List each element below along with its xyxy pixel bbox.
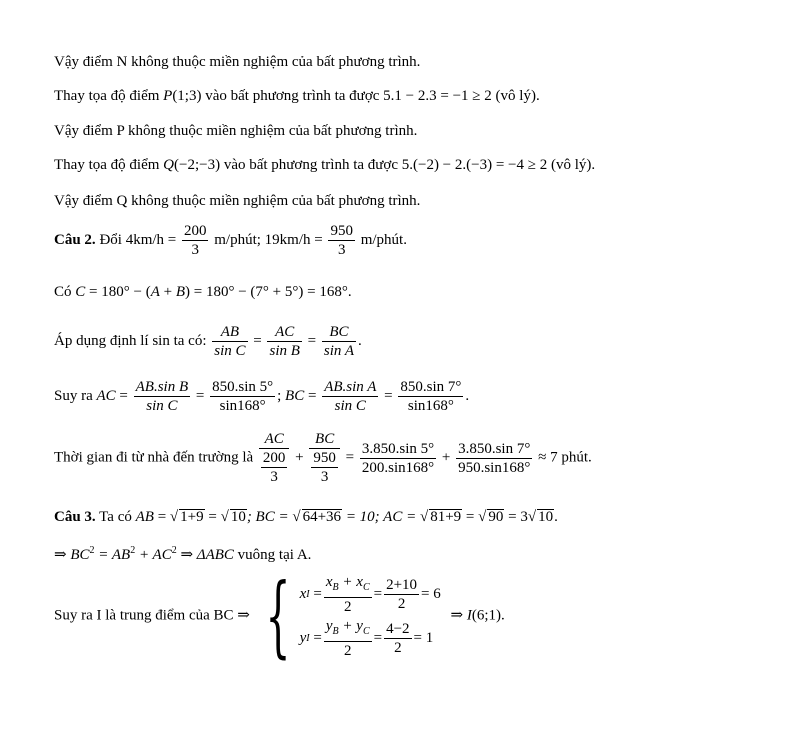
x-coordinate-row: x I = $\frac{x_B + x_C}{2}$ = $\frac{2+10}{2}$ = 6 bbox=[299, 573, 441, 615]
paragraph-n-conclusion: Vậy điểm N không thuộc miền nghiệm của bất phương trình. bbox=[54, 54, 421, 70]
right-triangle-conclusion: ⇒ $BC^2 = AB^2 + AC^2$ ⇒ ΔABC vuông tại A. bbox=[54, 545, 312, 563]
midpoint-system: Suy ra I là trung điểm của BC ⇒ { x I = $\frac{x_B + x_C}{2}$ = $\frac{2+10}{2}$ = 6 y I = $\frac{y_B + y_C}{2}$ = $\frac{4-2}{2}$ = 1 ⇒ I(6;1). bbox=[54, 564, 505, 667]
left-brace: { bbox=[265, 564, 291, 667]
y-coordinate-row: y I = $\frac{y_B + y_C}{2}$ = $\frac{4-2}{2}$ = 1 bbox=[299, 617, 434, 659]
side-lengths-equation: Suy ra AC = $\frac{\text{AB.sin B}}{\text{sin C}}$ = $\frac{850.\sin 5^\circ}{\sin 168^\circ}$ ; BC = $\frac{\text{AB.sin A}}{\text{sin C}}$ = $\frac{850.\sin 7^\circ}{\sin 168^\circ}$ . bbox=[54, 379, 470, 414]
paragraph-q-substitution: Thay tọa độ điểm Q(−2;−3) vào bất phương trình ta được 5.(−2) − 2.(−3) = −4 ≥ 2 (vô lý). bbox=[54, 157, 596, 173]
law-of-sines: Áp dụng định lí sin ta có: $\frac{AB}{\text{sin C}}$ = $\frac{AC}{\text{sin B}}$ = $\frac{BC}{\text{sin A}}$ . bbox=[54, 324, 362, 359]
paragraph-q-conclusion: Vậy điểm Q không thuộc miền nghiệm của bất phương trình. bbox=[54, 193, 421, 209]
travel-time-equation: Thời gian đi từ nhà đến trường là $\frac{AC}{\frac{200}{3}}$ + $\frac{BC}{\frac{950}{3}}$ = $\frac{3.850.\sin 5^\circ}{200.\sin 168^\circ}$ + $\frac{3.850.\sin 7^\circ}{950.\sin 168^\circ}$ ≈ 7 phút. bbox=[54, 431, 592, 485]
paragraph-p-conclusion: Vậy điểm P không thuộc miền nghiệm của bất phương trình. bbox=[54, 123, 418, 139]
angle-c-equation: Có C = 180° − (A + B) = 180° − (7° + 5°) = 168°. bbox=[54, 284, 352, 300]
paragraph-p-substitution: Thay tọa độ điểm P(1;3) vào bất phương trình ta được 5.1 − 2.3 = −1 ≥ 2 (vô lý). bbox=[54, 88, 540, 104]
question-2-conversion: Câu 2. Đổi 4km/h = $\frac{200}{3}$ m/phút; 19km/h = $\frac{950}{3}$ m/phút. bbox=[54, 223, 407, 258]
question-3-distances: Câu 3. Ta có AB = √ 1+9 = √ 10; BC = √ 64+36 = 10; AC = √ 81+9 = √ 90 = 3√ 10. bbox=[54, 509, 558, 525]
